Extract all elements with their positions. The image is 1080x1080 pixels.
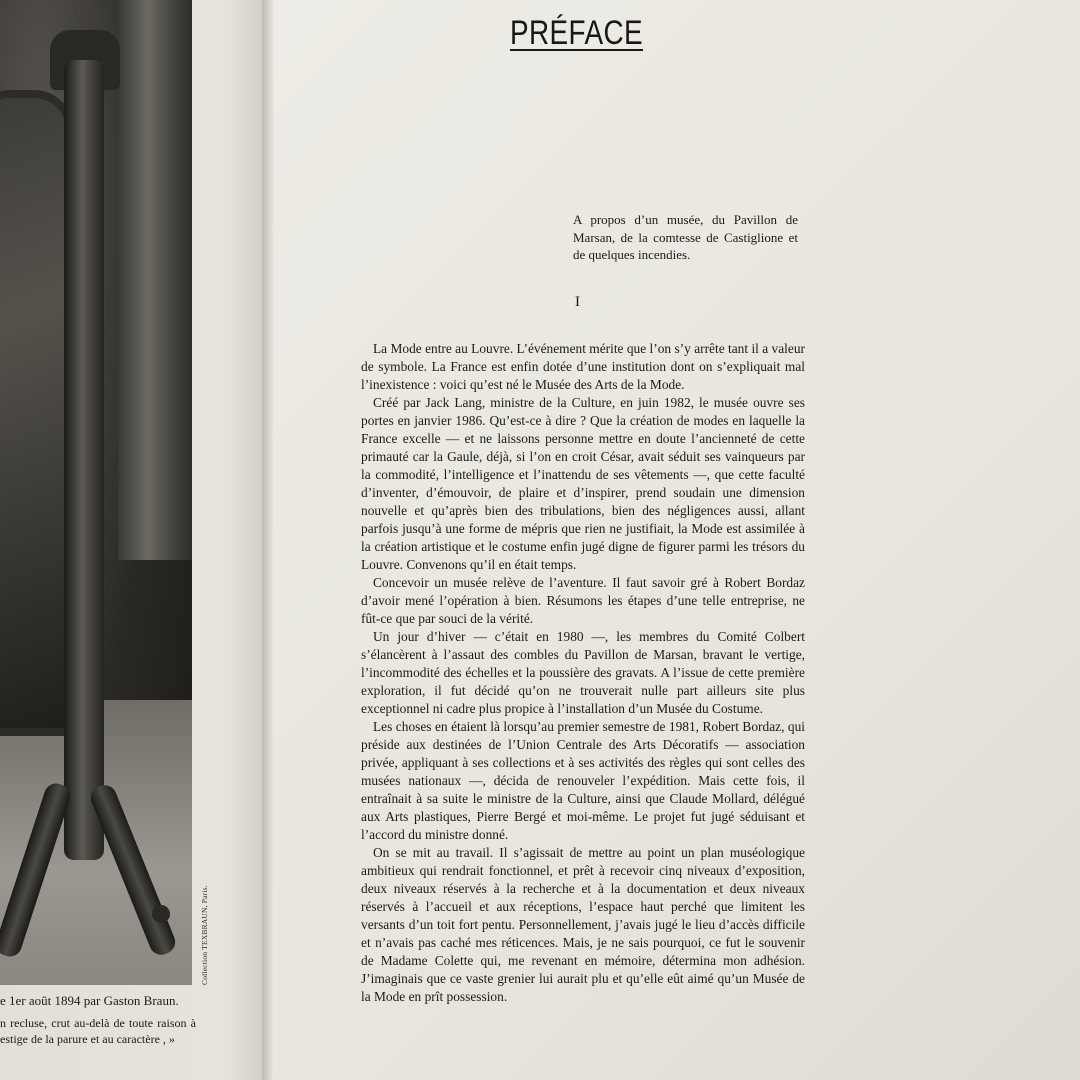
photograph bbox=[0, 0, 192, 985]
paragraph: La Mode entre au Louvre. L’événement mérite que l’on s’y arrête tant il a valeur de symbole. La France est enfin dotée d’une institution dont on s’expliquait mal l’inexistence : voici qu’est né le Musée des Arts de la Mode. bbox=[361, 341, 805, 392]
photo-caption bbox=[0, 993, 196, 1047]
paragraph: Un jour d’hiver — c’était en 1980 —, les membres du Comité Colbert s’élancèrent à l’assaut des combles du Pavillon de Marsan, bravant le vertige, l’incommodité des échelles et la poussière des gravats. A l’issue de cette première exploration, il fut décidé qu’on ne trouverait nulle part ailleurs site plus exceptionnel ni cadre plus propice à l’installation d’un Musée du Costume. bbox=[361, 629, 805, 716]
section-numeral: I bbox=[575, 294, 580, 310]
epigraph: A propos d’un musée, du Pavillon de Marsan, de la comtesse de Castiglione et de quelques incendies. bbox=[573, 212, 798, 262]
body-text bbox=[361, 340, 805, 1006]
paragraph: Les choses en étaient là lorsqu’au premier semestre de 1981, Robert Bordaz, qui préside aux destinées de l’Union Centrale des Arts Décoratifs — association privée, appliquant à ses collections et à ses activités des règles qui sont celles des musées nationaux —, décida de renouveler l’expédition. Mais cette fois, il entraînait à sa suite le ministre de la Culture, ainsi que Claude Mollard, délégué aux Arts plastiques, Pierre Bergé et moi-même. Le projet fut jugé séduisant et l’accord du ministre donné. bbox=[361, 719, 805, 842]
paragraph: Concevoir un musée relève de l’aventure. Il faut savoir gré à Robert Bordaz d’avoir mené l’opération à bien. Résumons les étapes d’une telle entreprise, ne fût-ce que par souci de la vérité. bbox=[361, 575, 805, 626]
paragraph: On se mit au travail. Il s’agissait de mettre au point un plan muséologique ambitieux qui rendrait fonctionnel, et prêt à recevoir cinq niveaux d’exposition, deux niveaux réservés à la recherche et à la documentation et deux niveaux réservés à l’accueil et aux réceptions, l’espace haut perché que limitent les versants d’un toit fort pentu. Personnellement, j’avais jugé le lieu d’accès difficile et n’avais pas caché mes réticences. Mais, je ne sais pourquoi, ce fut le souvenir de Madame Colette qui, me revenant en mémoire, détermina mon adhésion. J’imaginais que ce vaste grenier lui aurait plu et qu’elle eût aimé qu’un Musée de la Mode en prît possession. bbox=[361, 845, 805, 1004]
left-page bbox=[0, 0, 268, 1080]
caption-line: e 1er août 1894 par Gaston Braun. bbox=[0, 993, 179, 1008]
photo-credit: Collection TEXBRAUN, Paris. bbox=[200, 885, 209, 985]
photo-curtain bbox=[118, 0, 192, 560]
photo-carved-post bbox=[64, 60, 104, 860]
photo-mirror bbox=[0, 90, 74, 736]
photo-caster bbox=[152, 905, 170, 923]
caption-text: n recluse, crut au-delà de toute raison à estige de la parure et au caractère , » bbox=[0, 1016, 196, 1046]
page-title: PRÉFACE bbox=[510, 14, 644, 52]
paragraph: Créé par Jack Lang, ministre de la Culture, en juin 1982, le musée ouvre ses portes en janvier 1986. Qu’est-ce à dire ? Que la création de modes en laquelle la France excelle — et ne laissons personne mettre en doute l’ancienneté de cette primauté car la Gaule, déjà, si l’on en croit César, avait séduit ses vainqueurs par la commodité, l’intelligence et l’inattendu de ses vêtements —, que cette faculté d’inventer, d’émouvoir, de plaire et d’inspirer, prend soudain une dimension nouvelle et qu’après bien des tribulations, bien des négligences aussi, allant parfois jusqu’à une forme de mépris que rien ne justifiait, la Mode est assimilée à la création artistique et le costume enfin jugé digne de figurer parmi les trésors du Louvre. Convenons qu’il en était temps. bbox=[361, 395, 805, 572]
